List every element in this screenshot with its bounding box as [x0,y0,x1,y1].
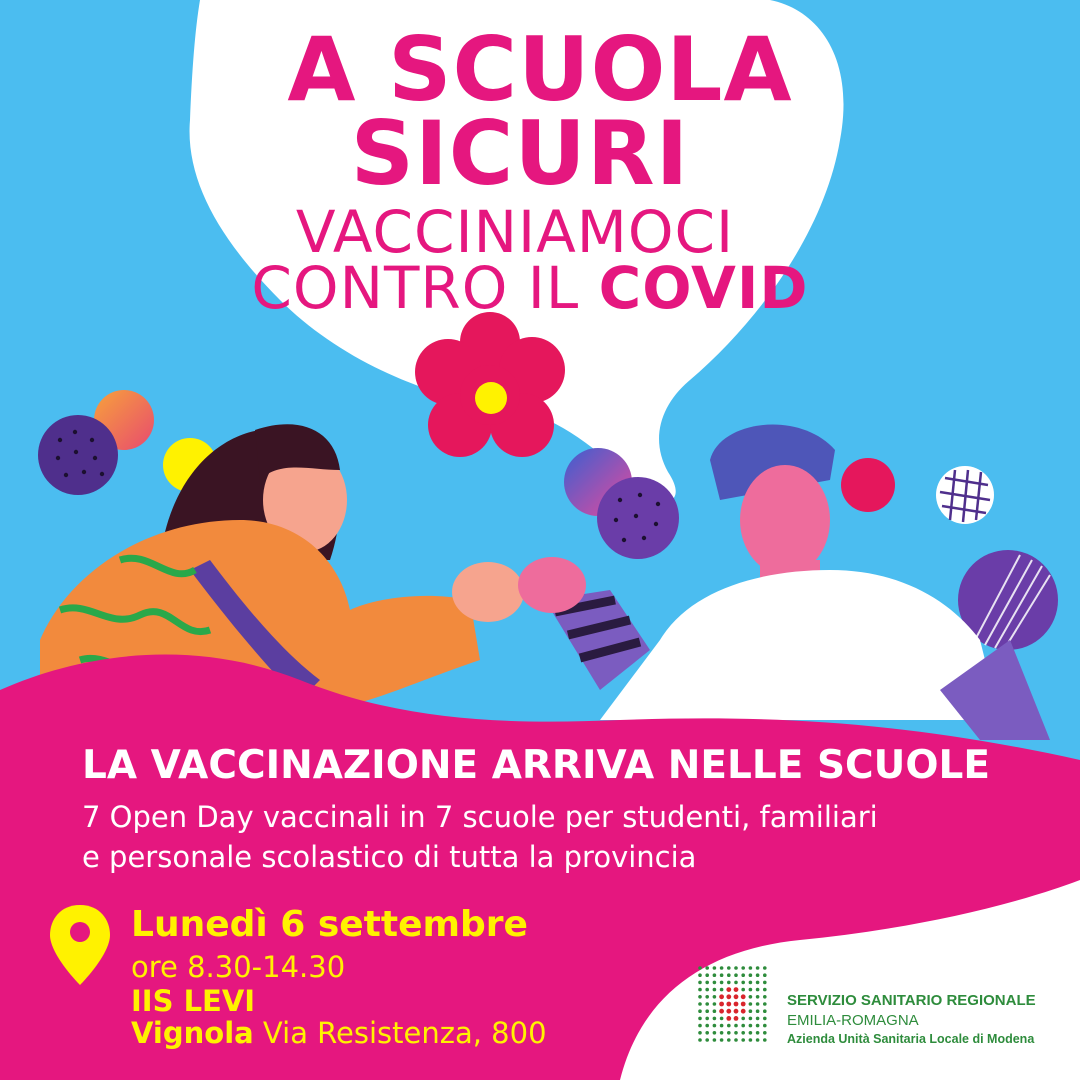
logo-dot [749,1024,753,1028]
logo-dot [749,1031,753,1035]
logo-dot [763,1009,767,1013]
logo-dot [749,1038,753,1042]
logo-dot [756,988,760,992]
logo-dot [727,981,731,985]
logo-dot [734,1024,738,1028]
event-hours: ore 8.30-14.30 [131,950,346,984]
logo-dot [698,973,702,977]
logo-dot [705,1002,709,1006]
logo-dot [705,973,709,977]
event-city: Vignola [131,1016,254,1050]
logo-dot [720,1038,724,1042]
subtitle-line1: VACCINIAMOCI [295,198,735,266]
logo-dot [763,1024,767,1028]
logo-dot [698,1002,702,1006]
logo-dot [705,1017,709,1021]
title-line1: A SCUOLA [287,18,793,121]
logo-dot [698,995,702,999]
logo-dot [749,1017,753,1021]
logo-dot [713,1017,717,1021]
logo-dot [720,1031,724,1035]
logo-dot [698,1009,702,1013]
logo-dot [763,1002,767,1006]
subtitle-prefix: CONTRO IL [251,254,599,322]
logo-dot [720,1024,724,1028]
logo-dot [727,1031,731,1035]
logo-dot [741,1038,745,1042]
subtitle-bold: COVID [598,254,809,322]
logo-dot [756,1017,760,1021]
logo-dot [698,1031,702,1035]
logo-dot [749,1002,753,1006]
logo-dot [705,995,709,999]
logo-dot [726,987,731,992]
event-school: IIS LEVI [131,984,256,1018]
logo-dot [741,1024,745,1028]
logo-dot [741,981,745,985]
headline: LA VACCINAZIONE ARRIVA NELLE SCUOLE [82,743,990,788]
logo-dot [734,973,738,977]
subtitle-line2 [0,254,1060,322]
org-local-unit: Azienda Unità Sanitaria Locale di Modena [787,1032,1035,1046]
logo-dot [713,1024,717,1028]
logo-dot [734,987,739,992]
logo-dot [734,966,738,970]
logo-dot [749,973,753,977]
org-name: SERVIZIO SANITARIO REGIONALE [787,992,1036,1009]
circle-dotted-purple-2 [597,477,679,559]
logo-dot [756,1009,760,1013]
logo-dot [726,1002,731,1007]
logo-dot [705,1038,709,1042]
logo-dot [705,988,709,992]
logo-dot [713,995,717,999]
logo-dot [763,1031,767,1035]
logo-dot [756,981,760,985]
org-region: EMILIA-ROMAGNA [787,1012,919,1029]
logo-dot [713,1038,717,1042]
logo-dot [763,973,767,977]
logo-dot [705,966,709,970]
logo-dot [713,981,717,985]
event-address [131,1016,547,1050]
event-date: Lunedì 6 settembre [131,904,528,945]
logo-dot [741,966,745,970]
logo-dot [756,1031,760,1035]
logo-dot [727,973,731,977]
logo-dot [734,1002,739,1007]
logo-dot [763,1038,767,1042]
logo-dot [698,1038,702,1042]
logo-dot [720,966,724,970]
logo-dot [749,1009,753,1013]
logo-dot [727,966,731,970]
logo-dot [763,1017,767,1021]
logo-dot [734,981,738,985]
logo-dot [741,973,745,977]
logo-dot [698,1024,702,1028]
logo-dot [705,1031,709,1035]
logo-dot [749,988,753,992]
logo-dot [741,1017,745,1021]
logo-dot [698,988,702,992]
logo-dot [741,1009,746,1014]
logo-dot [726,994,731,999]
logo-dot [720,973,724,977]
logo-dot [749,981,753,985]
event-street: Via Resistenza, 800 [253,1016,547,1050]
logo-dot [698,1017,702,1021]
logo-dot [763,988,767,992]
logo-dot [734,1009,739,1014]
logo-dot [741,1002,746,1007]
logo-dot [727,1024,731,1028]
logo-dot [756,1002,760,1006]
logo-dot [719,1009,724,1014]
logo-dot [726,1009,731,1014]
logo-dot [727,1038,731,1042]
description-line1: 7 Open Day vaccinali in 7 scuole per studenti, familiari [82,800,878,834]
logo-dot [713,1009,717,1013]
title-line2: SICURI [350,102,690,205]
logo-dot [705,1009,709,1013]
logo-dot [713,973,717,977]
logo-dot [734,1031,738,1035]
logo-dot [756,995,760,999]
logo-dot [756,1038,760,1042]
logo-dot [741,988,745,992]
logo-dot [705,981,709,985]
logo-dot [741,994,746,999]
logo-dot [763,981,767,985]
logo-dot [734,1038,738,1042]
logo-dot [719,994,724,999]
logo-dot [756,966,760,970]
logo-dot [698,966,702,970]
logo-dot [756,973,760,977]
logo-dot [720,1017,724,1021]
logo-dot [741,1031,745,1035]
logo-dot [720,988,724,992]
circle-pink [841,458,895,512]
logo-dot [713,1002,717,1006]
logo-dot [720,981,724,985]
logo-dot [719,1002,724,1007]
logo-dot [734,1016,739,1021]
logo-dot [713,988,717,992]
logo-dot [756,1024,760,1028]
logo-dot [726,1016,731,1021]
logo-dot [763,966,767,970]
logo-dot [749,966,753,970]
logo-dot [713,966,717,970]
logo-dot [734,994,739,999]
logo-dot [713,1031,717,1035]
logo-dot [763,995,767,999]
logo-dot [749,995,753,999]
logo-dot [698,981,702,985]
description-line2: e personale scolastico di tutta la provincia [82,840,697,874]
circle-dotted-purple [38,415,118,495]
logo-dot [705,1024,709,1028]
